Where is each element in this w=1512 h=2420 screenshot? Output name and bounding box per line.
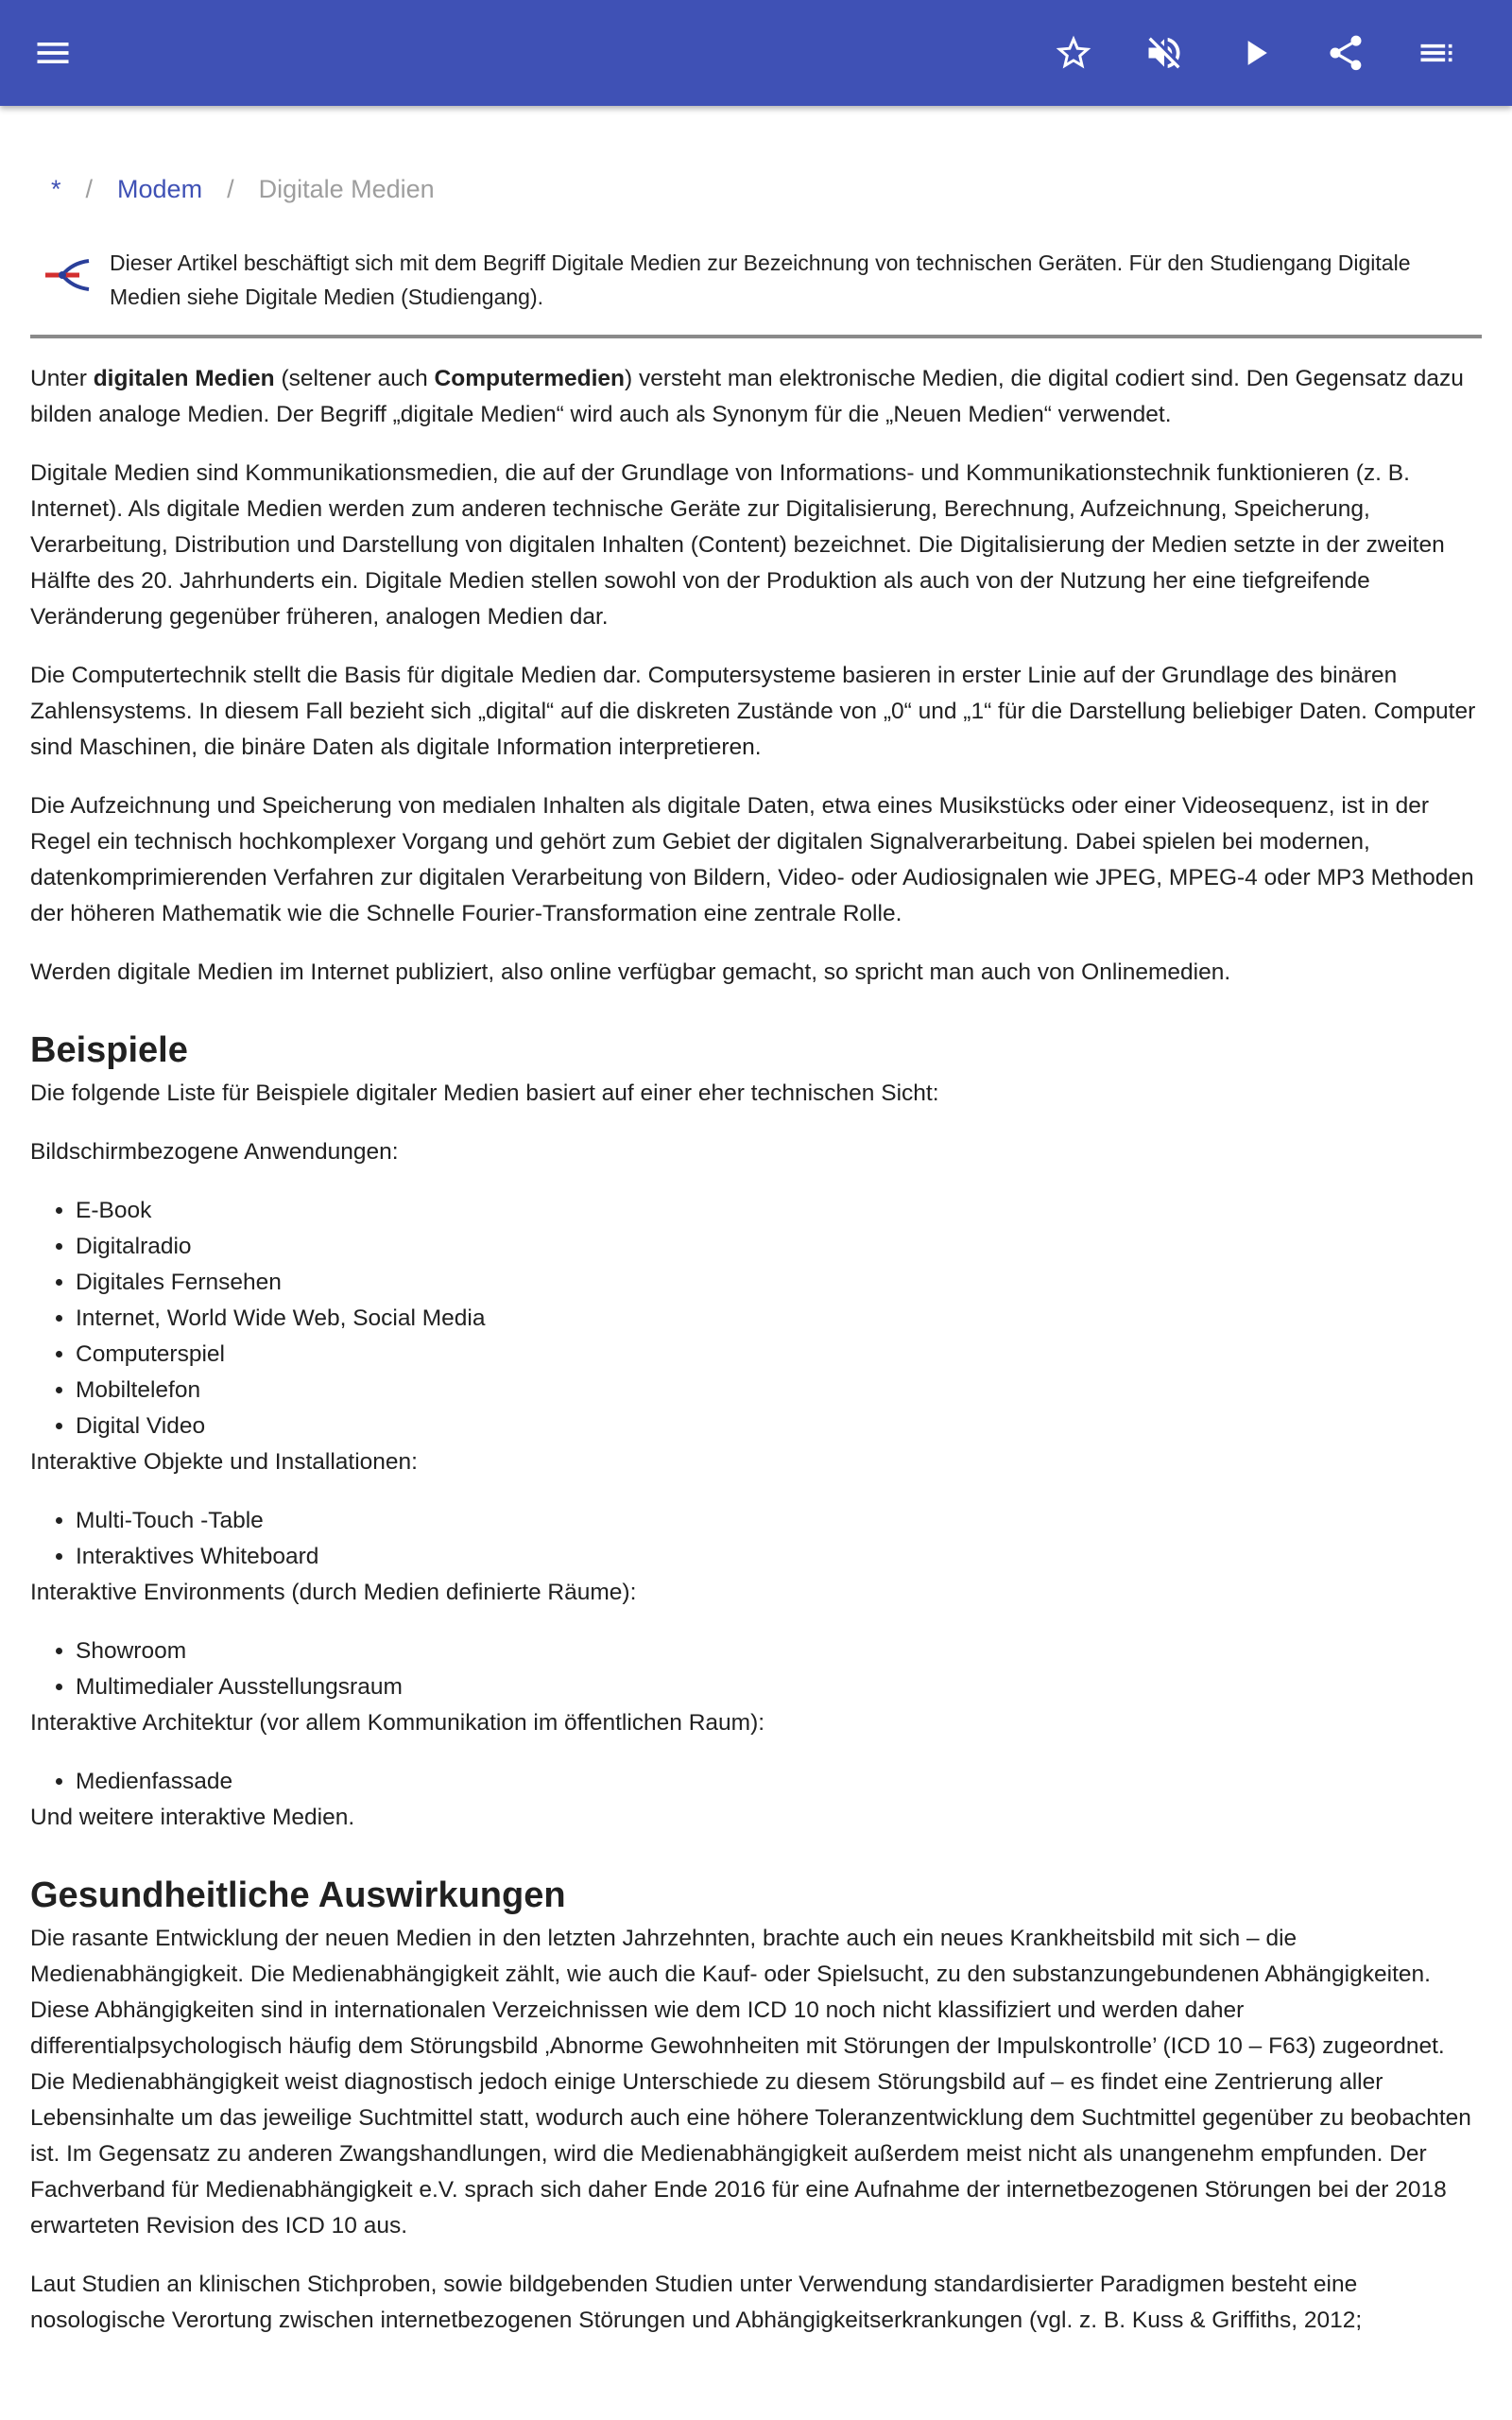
list-environments: [30, 1634, 1482, 1705]
intro-paragraph-5: Werden digitale Medien im Internet publiziert, also online verfügbar gemacht, so spricht man auch von Onlinemedien.: [30, 959, 1231, 985]
intro-paragraph-3: Die Computertechnik stellt die Basis für digitale Medien dar. Computersysteme basieren in erster Linie auf der Grundlage des binären Zahlensystems. In diesem Fall bezieht sich „digital“ auf die diskreten Zustände von „0“ und „1“ für die Darstellung beliebiger Daten. Computer sind Maschinen, die binäre Daten als digitale Information interpretieren.: [30, 663, 1476, 760]
breadcrumb-separator: /: [85, 175, 94, 203]
disambiguation-icon: [42, 257, 91, 293]
list-item: • Digitales Fernsehen: [76, 1265, 1482, 1301]
app-bar: [0, 0, 1512, 106]
list-item: • Computerspiel: [76, 1337, 1482, 1373]
breadcrumb-separator: /: [227, 175, 234, 203]
volume-off-icon[interactable]: [1138, 26, 1191, 79]
list-item: • Multi-Touch -Table: [76, 1503, 1482, 1539]
gesundheit-paragraph-1: Die rasante Entwicklung der neuen Medien in den letzten Jahrzehnten, brachte auch ein neues Krankheitsbild mit sich – die Medienabhängigkeit. Die Medienabhängigkeit zählt, wie auch die Kauf- oder Spielsucht, zu den substanzungebundenen Abhängigkeiten. Diese Abhängigkeiten sind in internationalen Verzeichnissen wie dem ICD 10 noch nicht klassifiziert und werden daher differentialpsychologisch häufig dem Störungsbild ‚Abnorme Gewohnheiten mit Störungen der Impulskontrolle’ (ICD 10 – F63) zugeordnet. Die Medienabhängigkeit weist diagnostisch jedoch einige Unterschiede zu diesem Störungsbild auf – es findet eine Zentrierung aller Lebensinhalte um das jeweilige Suchtmittel statt, wodurch auch eine höhere Toleranzentwicklung dem Suchtmittel gegenüber zu beobachten ist. Im Gegensatz zu anderen Zwangshandlungen, wird die Medienabhängigkeit außerdem meist nicht als unangenehm empfunden. Der Fachverband für Medienabhängigkeit e.V. sprach sich daher Ende 2016 für eine Aufnahme der internetbezogenen Störungen bei der 2018 erwarteten Revision des ICD 10 aus.: [30, 1926, 1471, 2238]
list-item: • Mobiltelefon: [76, 1373, 1482, 1409]
article-content: [30, 106, 1482, 2339]
breadcrumb-root[interactable]: *: [51, 175, 61, 203]
group-label-environments: Interaktive Environments (durch Medien definierte Räume):: [30, 1580, 637, 1605]
gesundheit-paragraph-2: Laut Studien an klinischen Stichproben, sowie bildgebenden Studien unter Verwendung standardisierter Paradigmen besteht eine nosologische Verortung zwischen internetbezogenen Störungen und Abhängigkeitserkrankungen (vgl. z. B. Kuss & Griffiths, 2012;: [30, 2272, 1363, 2333]
list-item: • Multimedialer Ausstellungsraum: [76, 1669, 1482, 1705]
intro-paragraph-4: Die Aufzeichnung und Speicherung von medialen Inhalten als digitale Daten, etwa eines Musikstücks oder einer Videosequenz, ist in der Regel ein technisch hochkomplexer Vorgang und gehört zum Gebiet der digitalen Signalverarbeitung. Dabei spielen bei modernen, datenkomprimierenden Verfahren zur digitalen Verarbeitung von Bildern, Video- oder Audiosignalen wie JPEG, MPEG-4 oder MP3 Methoden der höheren Mathematik wie die Schnelle Fourier-Transformation eine zentrale Rolle.: [30, 793, 1474, 926]
beispiele-intro: Die folgende Liste für Beispiele digitaler Medien basiert auf einer eher technischen Sicht:: [30, 1080, 939, 1106]
list-item: • Showroom: [76, 1634, 1482, 1669]
intro-paragraph-2: Digitale Medien sind Kommunikationsmedien, die auf der Grundlage von Informations- und Kommunikationstechnik funktionieren (z. B. Internet). Als digitale Medien werden zum anderen technische Geräte zur Digitalisierung, Berechnung, Aufzeichnung, Speicherung, Verarbeitung, Distribution und Darstellung von digitalen Inhalten (Content) bezeichnet. Die Digitalisierung der Medien setzte in der zweiten Hälfte des 20. Jahrhunderts ein. Digitale Medien stellen sowohl von der Produktion als auch von der Nutzung her eine tiefgreifende Veränderung gegenüber früheren, analogen Medien dar.: [30, 460, 1445, 630]
intro-paragraph-1: [30, 361, 1482, 433]
share-icon[interactable]: [1319, 26, 1372, 79]
term-digitale-medien: digitalen Medien: [93, 366, 275, 391]
group-label-architektur: Interaktive Architektur (vor allem Kommunikation im öffentlichen Raum):: [30, 1710, 765, 1736]
list-architektur: [30, 1764, 1482, 1800]
list-item: • Digitalradio: [76, 1229, 1482, 1265]
list-bildschirm: [30, 1193, 1482, 1444]
breadcrumb-current: Digitale Medien: [258, 175, 435, 203]
toc-icon[interactable]: [1410, 26, 1463, 79]
text-run: (seltener auch: [274, 366, 435, 391]
group-label-bildschirm: Bildschirmbezogene Anwendungen:: [30, 1139, 399, 1165]
beispiele-outro: Und weitere interaktive Medien.: [30, 1805, 355, 1830]
list-objekte: [30, 1503, 1482, 1575]
term-computermedien: Computermedien: [434, 366, 625, 391]
section-heading-gesundheit: Gesundheitliche Auswirkungen: [30, 1876, 566, 1915]
section-heading-beispiele: Beispiele: [30, 1030, 188, 1070]
list-item: • Interaktives Whiteboard: [76, 1539, 1482, 1575]
list-item: • E-Book: [76, 1193, 1482, 1229]
text-run: Unter: [30, 366, 94, 391]
breadcrumb: [30, 172, 1482, 206]
text-run: ) versteht man elektronische Medien, die digital codiert sind. Den Gegensatz dazu bilden analoge Medien. Der Begriff „digitale Medien“ wird auch als Synonym für die „Neuen Medien“ verwendet.: [30, 366, 1464, 427]
list-item: • Digital Video: [76, 1409, 1482, 1444]
breadcrumb-parent[interactable]: Modem: [117, 175, 203, 203]
group-label-objekte: Interaktive Objekte und Installationen:: [30, 1449, 418, 1475]
list-item: • Medienfassade: [76, 1764, 1482, 1800]
menu-icon[interactable]: [26, 26, 79, 79]
disambiguation-hatnote: [30, 246, 1482, 338]
star-icon[interactable]: [1047, 26, 1100, 79]
list-item: • Internet, World Wide Web, Social Media: [76, 1301, 1482, 1337]
play-icon[interactable]: [1228, 26, 1281, 79]
hatnote-text: Dieser Artikel beschäftigt sich mit dem Begriff Digitale Medien zur Bezeichnung von technischen Geräten. Für den Studiengang Digitale Medien siehe Digitale Medien (Studiengang).: [110, 251, 1411, 309]
